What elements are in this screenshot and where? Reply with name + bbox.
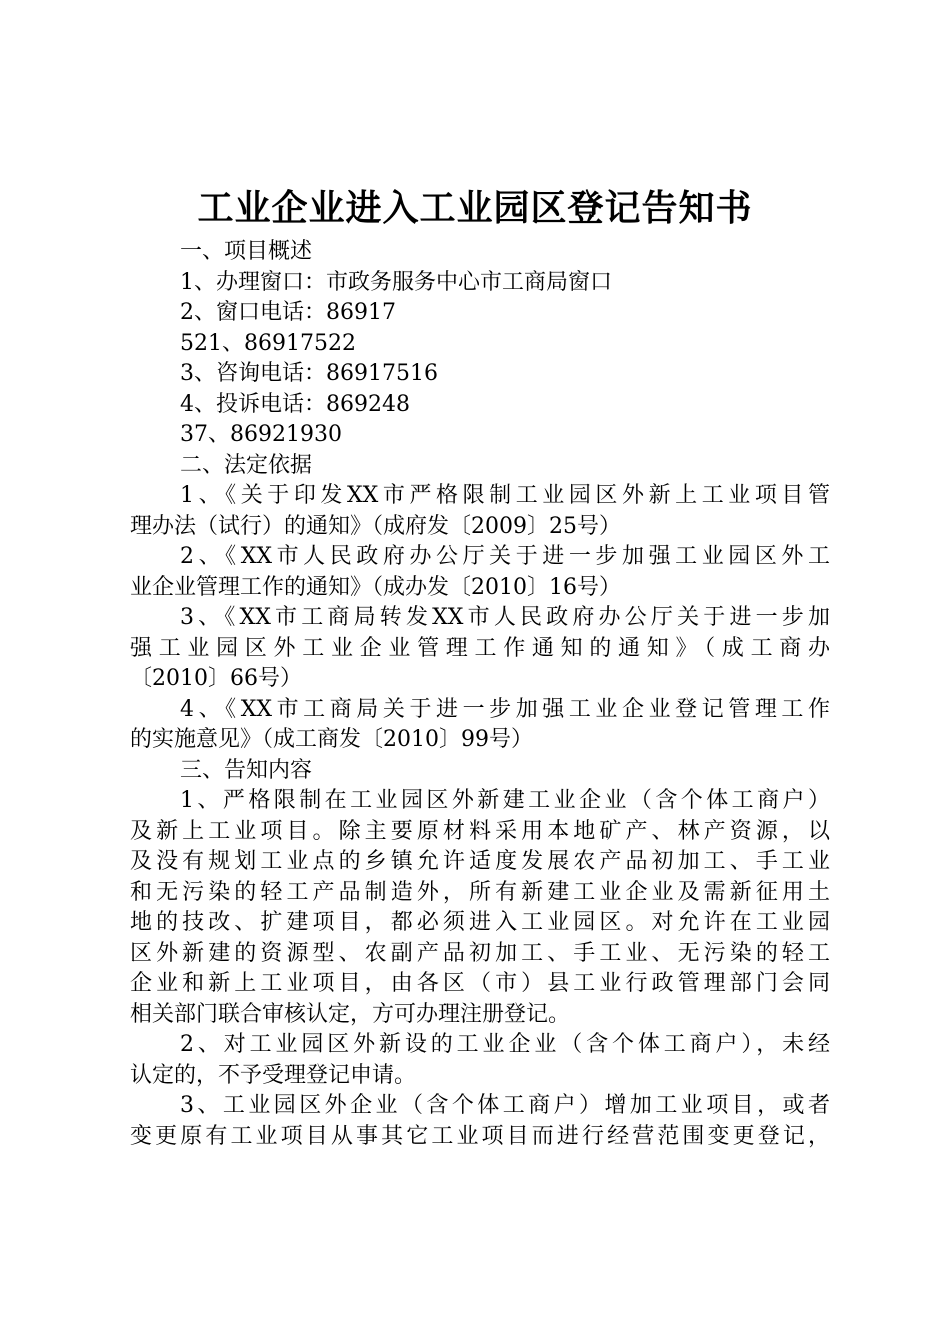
- text-line: 1、办理窗口：市政务服务中心市工商局窗口: [180, 269, 612, 295]
- text-line: 3、《XX市工商局转发XX市人民政府办公厅关于进一步加: [180, 605, 830, 630]
- section-heading-overview: 一、项目概述: [180, 239, 313, 264]
- text-line: 〔2010〕66号）: [130, 666, 302, 691]
- text-line: 的实施意见》（成工商发〔2010〕99号）: [130, 727, 533, 752]
- document-title: 工业企业进入工业园区登记告知书: [197, 188, 753, 229]
- text-line: 2、对工业园区外新设的工业企业（含个体工商户），未经: [180, 1032, 830, 1057]
- text-line: 强工业园区外工业企业管理工作通知的通知》（成工商办: [130, 635, 830, 661]
- text-line: 37、86921930: [180, 422, 342, 447]
- text-line: 变更原有工业项目从事其它工业项目而进行经营范围变更登记，: [130, 1123, 830, 1149]
- text-line: 区外新建的资源型、农副产品初加工、手工业、无污染的轻工: [130, 940, 830, 966]
- text-line: 及新上工业项目。除主要原材料采用本地矿产、林产资源，以: [130, 818, 830, 844]
- text-line: 3、工业园区外企业（含个体工商户）增加工业项目，或者: [180, 1093, 830, 1118]
- text-line: 2、《XX市人民政府办公厅关于进一步加强工业园区外工: [180, 544, 830, 569]
- text-line: 2、窗口电话：86917: [180, 300, 396, 325]
- text-line: 相关部门联合审核认定，方可办理注册登记。: [130, 1001, 571, 1027]
- text-line: 理办法（试行）的通知》（成府发〔2009〕25号）: [130, 513, 621, 539]
- text-line: 4、投诉电话：869248: [180, 391, 410, 417]
- text-line: 业企业管理工作的通知》（成办发〔2010〕16号）: [130, 574, 621, 600]
- text-line: 企业和新上工业项目，由各区（市）县工业行政管理部门会同: [130, 971, 830, 996]
- text-line: 1、严格限制在工业园区外新建工业企业（含个体工商户）: [180, 788, 830, 813]
- text-line: 和无污染的轻工产品制造外，所有新建工业企业及需新征用土: [130, 879, 830, 905]
- document-body: [130, 237, 830, 1152]
- text-line: 及没有规划工业点的乡镇允许适度发展农产品初加工、手工业: [130, 849, 830, 874]
- text-line: 1、《关于印发XX市严格限制工业园区外新上工业项目管: [180, 483, 830, 508]
- section-heading-legal-basis: 二、法定依据: [180, 452, 313, 478]
- section-heading-notice-content: 三、告知内容: [180, 757, 313, 783]
- text-line: 3、咨询电话：86917516: [180, 361, 438, 386]
- text-line: 地的技改、扩建项目，都必须进入工业园区。对允许在工业园: [130, 910, 830, 935]
- text-line: 认定的，不予受理登记申请。: [130, 1062, 417, 1088]
- text-line: 4、《XX市工商局关于进一步加强工业企业登记管理工作: [180, 696, 830, 722]
- text-line: 521、86917522: [180, 330, 356, 356]
